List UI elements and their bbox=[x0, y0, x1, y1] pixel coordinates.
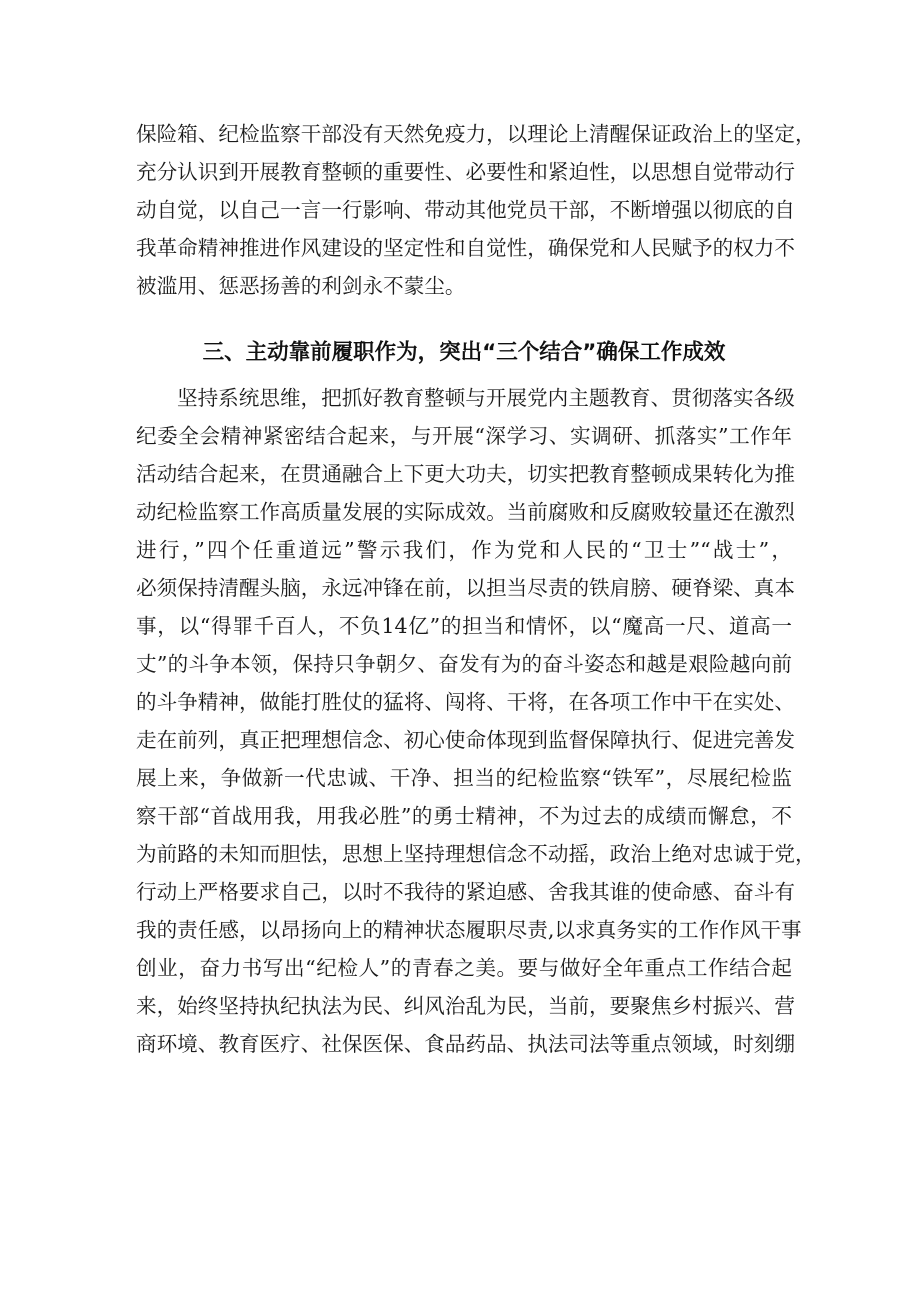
section-heading: 三、主动靠前履职作为，突出“三个结合”确保工作成效 bbox=[202, 340, 726, 365]
text-line: 进行，”四个任重道远”警示我们，作为党和人民的“卫士”“战士”， bbox=[136, 538, 792, 562]
text-line: 行动上严格要求自己，以时不我待的紧迫感、舍我其谁的使命感、奋斗有 bbox=[136, 880, 795, 904]
text-line: 我的责任感，以昂扬向上的精神状态履职尽责,以求真务实的工作作风干事 bbox=[136, 918, 802, 942]
text-line: 必须保持清醒头脑，永远冲锋在前，以担当尽责的铁肩膀、硬脊梁、真本 bbox=[136, 576, 795, 600]
text-line: 的斗争精神，做能打胜仗的猛将、闯将、干将，在各项工作中干在实处、 bbox=[136, 690, 795, 714]
text-line: 走在前列，真正把理想信念、初心使命体现到监督保障执行、促进完善发 bbox=[136, 728, 795, 752]
text-line: 展上来，争做新一代忠诚、干净、担当的纪检监察“铁军”，尽展纪检监 bbox=[136, 766, 792, 790]
text-line: 保险箱、纪检监察干部没有天然免疫力，以理论上清醒保证政治上的坚定， bbox=[136, 122, 816, 146]
text-line: 商环境、教育医疗、社保医保、食品药品、执法司法等重点领域，时刻绷 bbox=[136, 1032, 795, 1056]
text-line: 活动结合起来，在贯通融合上下更大功夫，切实把教育整顿成果转化为推 bbox=[136, 462, 795, 486]
text-line: 坚持系统思维，把抓好教育整顿与开展党内主题教育、贯彻落实各级 bbox=[177, 386, 795, 410]
text-line: 事，以“得罪千百人，不负14亿”的担当和情怀，以“魔高一尺、道高一 bbox=[136, 614, 792, 638]
text-line: 充分认识到开展教育整顿的重要性、必要性和紧迫性，以思想自觉带动行 bbox=[136, 160, 795, 184]
text-line: 丈”的斗争本领，保持只争朝夕、奋发有为的奋斗姿态和越是艰险越向前 bbox=[136, 652, 792, 676]
text-line: 为前路的未知而胆怯，思想上坚持理想信念不动摇，政治上绝对忠诚于党， bbox=[136, 842, 816, 866]
paragraph-body bbox=[136, 379, 816, 1063]
text-line: 我革命精神推进作风建设的坚定性和自觉性，确保党和人民赋予的权力不 bbox=[136, 236, 795, 260]
text-line: 动纪检监察工作高质量发展的实际成效。当前腐败和反腐败较量还在激烈 bbox=[136, 500, 795, 524]
text-line: 创业，奋力书写出“纪检人”的青春之美。要与做好全年重点工作结合起 bbox=[136, 956, 792, 980]
paragraph-continued bbox=[136, 115, 816, 305]
text-line: 察干部“首战用我，用我必胜”的勇士精神，不为过去的成绩而懈怠，不 bbox=[136, 804, 792, 828]
text-line: 被滥用、惩恶扬善的利剑永不蒙尘。 bbox=[136, 274, 466, 298]
text-line: 动自觉，以自己一言一行影响、带动其他党员干部，不断增强以彻底的自 bbox=[136, 198, 795, 222]
text-line: 纪委全会精神紧密结合起来，与开展“深学习、实调研、抓落实”工作年 bbox=[136, 424, 792, 448]
text-line: 来，始终坚持执纪执法为民、纠风治乱为民，当前，要聚焦乡村振兴、营 bbox=[136, 994, 795, 1018]
